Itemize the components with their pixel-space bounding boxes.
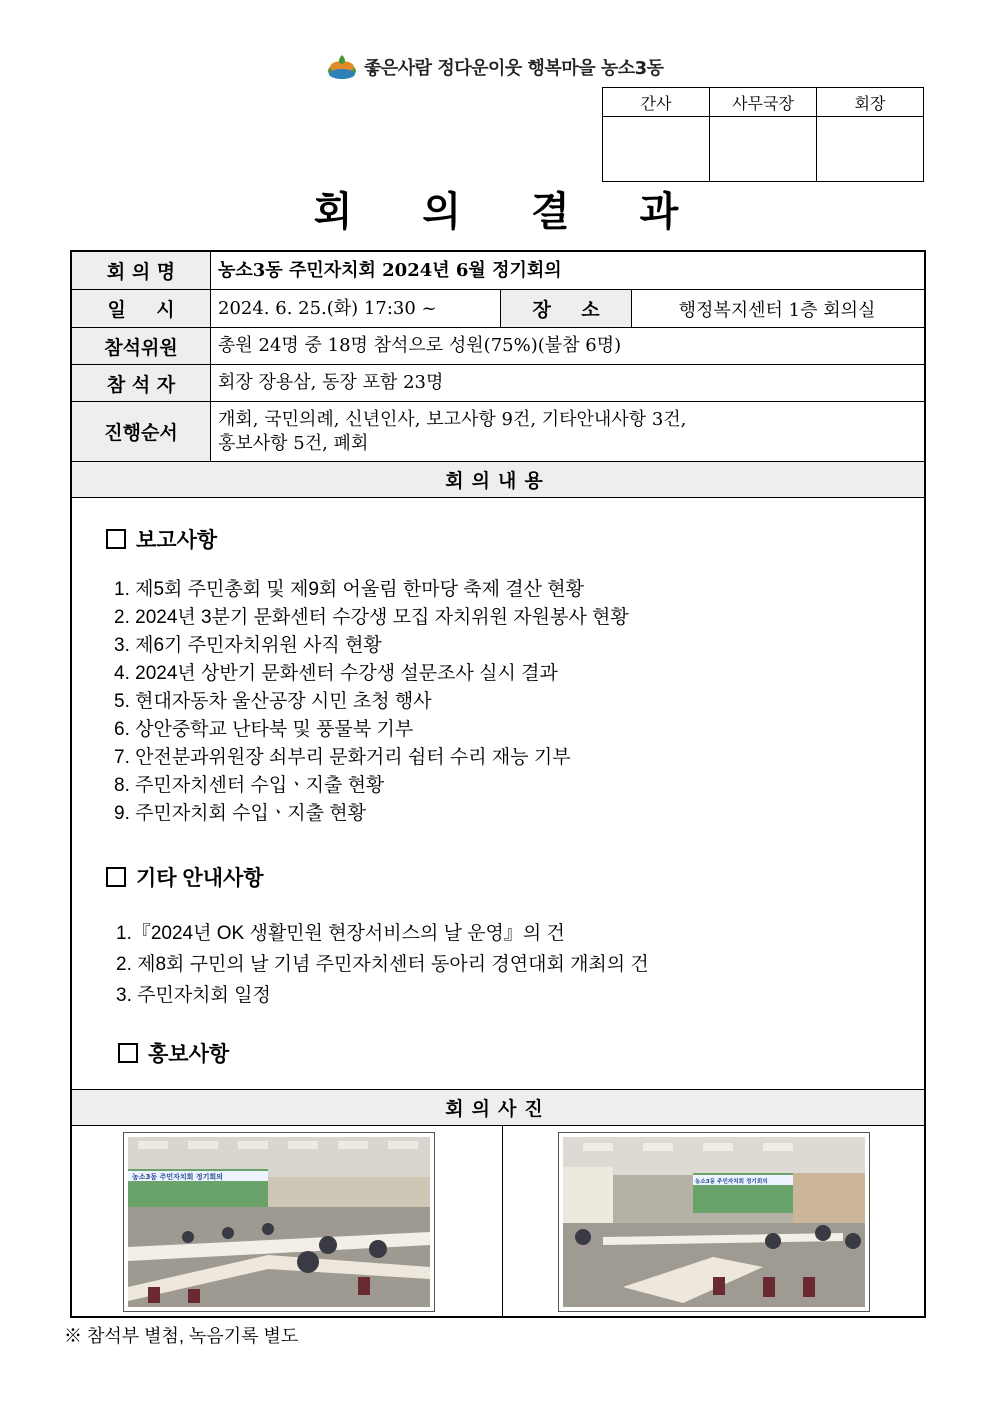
list-item: 8. 주민자치센터 수입ㆍ지출 현황	[114, 775, 385, 796]
other-list	[116, 918, 649, 1011]
attendees-value: 회장 장용삼, 동장 포함 23명	[218, 372, 444, 393]
page-title: 회의결과	[313, 188, 749, 235]
photos-header: 회의사진	[72, 1090, 924, 1126]
photo-1-image	[128, 1137, 430, 1307]
other-section-title: 기타 안내사항	[106, 862, 264, 892]
approval-sign-chair[interactable]	[817, 117, 924, 182]
attendees-label: 참 석 자	[72, 365, 211, 401]
order-value	[218, 402, 918, 461]
approval-label-chair: 회장	[817, 88, 924, 117]
list-item: 1. 제5회 주민총회 및 제9회 어울림 한마당 축제 결산 현황	[114, 579, 584, 600]
approval-sign-secretary[interactable]	[603, 117, 710, 182]
order-label: 진행순서	[72, 402, 211, 461]
attendees-row	[72, 365, 924, 402]
photos-area	[72, 1126, 924, 1318]
list-item: 2. 2024년 3분기 문화센터 수강생 모집 자치위원 자원봉사 현황	[114, 607, 629, 628]
datetime-row	[72, 290, 924, 328]
members-row	[72, 328, 924, 365]
order-line-1: 개회, 국민의례, 신년인사, 보고사항 9건, 기타안내사항 3건,	[218, 408, 687, 430]
place-value: 행정복지센터 1층 회의실	[678, 299, 876, 321]
slogan-text: 좋은사람 정다운이웃 행복마을 농소3동	[364, 58, 664, 79]
slogan-banner	[326, 50, 664, 84]
order-line-2: 홍보사항 5건, 폐회	[218, 432, 369, 454]
checkbox-icon	[106, 529, 126, 549]
meeting-name-label: 회 의 명	[72, 252, 211, 289]
approval-label-director: 사무국장	[710, 88, 817, 117]
photo-2-banner: 농소3동 주민자치회 정기회의	[695, 1179, 768, 1185]
list-item: 6. 상안중학교 난타북 및 풍물북 기부	[114, 719, 414, 740]
meeting-name-value: 농소3동 주민자치회 2024년 6월 정기회의	[218, 259, 562, 281]
meeting-content	[72, 498, 924, 1090]
members-label: 참석위원	[72, 328, 211, 364]
photo-2-image	[563, 1137, 865, 1307]
photo-1-banner: 농소3동 주민자치회 정기회의	[132, 1173, 223, 1181]
logo-icon	[326, 51, 358, 83]
checkbox-icon	[106, 867, 126, 887]
list-item: 2. 제8회 구민의 날 기념 주민자치센터 동아리 경연대회 개최의 건	[116, 954, 649, 975]
list-item: 3. 제6기 주민자치위원 사직 현황	[114, 635, 382, 656]
place-label: 장소	[500, 290, 632, 327]
order-row	[72, 402, 924, 462]
list-item: 7. 안전분과위원장 쇠부리 문화거리 쉼터 수리 재능 기부	[114, 747, 571, 768]
members-value: 총원 24명 중 18명 참석으로 성원(75%)(불참 6명)	[218, 335, 622, 356]
approval-table	[602, 87, 924, 182]
promo-section-title: 홍보사항	[118, 1038, 229, 1068]
content-header: 회의내용	[72, 462, 924, 498]
datetime-label: 일시	[72, 290, 211, 327]
meeting-name-row	[72, 252, 924, 290]
checkbox-icon	[118, 1043, 138, 1063]
report-section-title: 보고사항	[106, 524, 217, 554]
list-item: 5. 현대자동차 울산공장 시민 초청 행사	[114, 691, 432, 712]
report-frame	[70, 250, 926, 1318]
meeting-photo-1	[123, 1132, 435, 1312]
list-item: 3. 주민자치회 일정	[116, 985, 271, 1006]
footnote: ※ 참석부 별첨, 녹음기록 별도	[64, 1326, 299, 1346]
meeting-photo-2	[558, 1132, 870, 1312]
datetime-value: 2024. 6. 25.(화) 17:30 ~	[218, 297, 437, 319]
list-item: 4. 2024년 상반기 문화센터 수강생 설문조사 실시 결과	[114, 663, 558, 684]
report-list	[114, 576, 629, 828]
list-item: 1.『2024년 OK 생활민원 현장서비스의 날 운영』의 건	[116, 923, 565, 944]
approval-label-secretary: 간사	[603, 88, 710, 117]
list-item: 9. 주민자치회 수입ㆍ지출 현황	[114, 803, 366, 824]
approval-sign-director[interactable]	[710, 117, 817, 182]
